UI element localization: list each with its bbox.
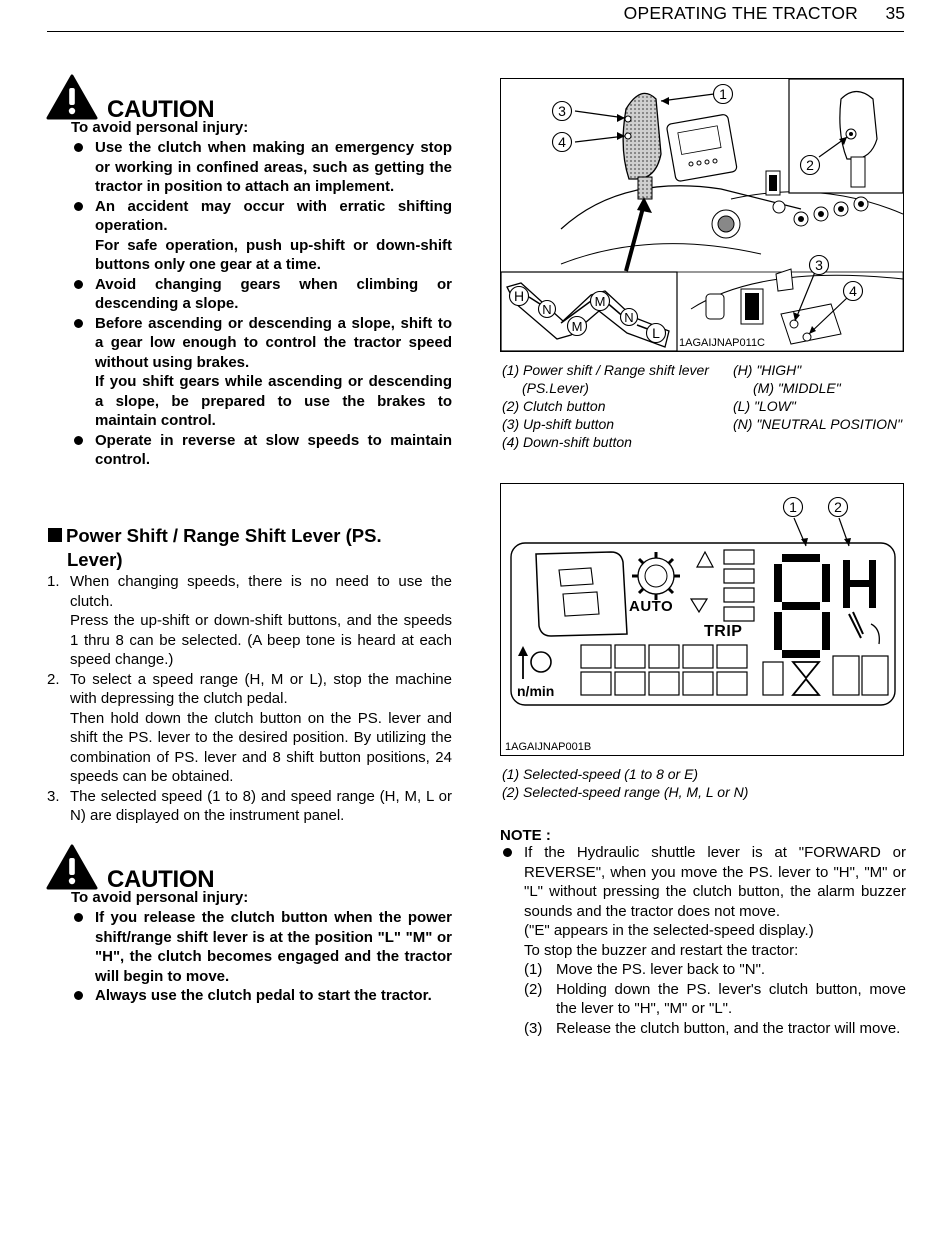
callout-1 <box>712 83 734 105</box>
caution-bullet: An accident may occur with erratic shifting operation. For safe operation, push up-shift or down-shift buttons only one gear at a time. <box>71 197 452 275</box>
caution-list <box>71 138 452 470</box>
svg-text:1: 1 <box>789 499 797 515</box>
gate-letter <box>619 307 639 327</box>
gate-letter <box>566 315 588 337</box>
display-figure-caption: (1) Selected-speed (1 to 8 or E) (2) Selected-speed range (H, M, L or N) <box>502 766 749 800</box>
callout-4 <box>551 131 573 153</box>
caution-bullet: Avoid changing gears when climbing or descending a slope. <box>71 275 452 314</box>
svg-text:3: 3 <box>815 257 823 273</box>
callout-3 <box>808 254 830 276</box>
caution-subheading: To avoid personal injury: <box>71 889 249 906</box>
caution-heading: CAUTION <box>107 96 215 123</box>
trip-label: TRIP <box>704 623 743 640</box>
gate-letter <box>508 285 530 307</box>
instruction-list <box>47 572 452 826</box>
instrument-display-illustration <box>501 484 903 755</box>
note-step: (3) Release the clutch button, and the tractor will move. <box>524 1019 901 1037</box>
svg-text:2: 2 <box>834 499 842 515</box>
caution-bullet: Use the clutch when making an emergency stop or working in confined areas, such as getting the tractor in position to attach an implement. <box>71 138 452 197</box>
svg-text:3: 3 <box>558 103 566 119</box>
note-list <box>500 843 906 1038</box>
page-number: 35 <box>885 3 905 23</box>
callout-2 <box>799 154 821 176</box>
instruction-step: 3. The selected speed (1 to 8) and speed range (H, M, L or N) are displayed on the instrument panel. <box>47 787 452 824</box>
note-step: (1) Move the PS. lever back to "N". <box>524 961 766 978</box>
note-title: NOTE : <box>500 827 551 844</box>
warning-triangle-icon <box>46 844 98 890</box>
figure-code: 1AGAIJNAP001B <box>505 741 592 753</box>
caution-bullet: Before ascending or descending a slope, shift to a gear low enough to control the tractor speed without using brakes. If you shift gears while ascending or descending a slope, be prepared to use the brakes to maintain control. <box>71 314 452 431</box>
header-rule <box>47 31 904 32</box>
svg-text:4: 4 <box>558 134 566 150</box>
note-bullet: If the Hydraulic shuttle lever is at "FORWARD or REVERSE", when you move the PS. lever to "H", "M" or "L" without pressing the clutch button, the alarm buzzer sounds and the tractor does not move. ("E" appears in the selected-speed display.) To stop the buzzer and restart the tractor: (1) Move the PS. lever back to "N". (2) Holding down the PS. lever's clutch button, move the lever to "H", "M" or "L". (3) Release the clutch button, and the tractor will move. <box>500 843 906 1038</box>
warning-triangle-icon <box>46 74 98 120</box>
svg-text:4: 4 <box>849 283 857 299</box>
instruction-step: 1. When changing speeds, there is no need to use the clutch. Press the up-shift or down-shift buttons, and the speeds 1 thru 8 can be selected. (A beep tone is heard at each speed change.) <box>47 573 452 668</box>
svg-text:L: L <box>652 325 660 341</box>
section-heading: Power Shift / Range Shift Lever (PS. Lever) <box>48 524 448 572</box>
square-bullet-icon <box>48 528 62 542</box>
lever-figure-caption: (1) Power shift / Range shift lever (H) "HIGH" (PS.Lever) (M) "MIDDLE" (2) Clutch button (L) "LOW" (3) Up-shift button (N) "NEUTRAL POSITION" (4) Down-shift button <box>502 362 903 450</box>
gate-letter <box>645 322 667 344</box>
callout-3 <box>551 100 573 122</box>
rpm-label: n/min <box>517 683 555 699</box>
svg-text:N: N <box>542 302 552 317</box>
caution-bullet: Always use the clutch pedal to start the tractor. <box>71 986 452 1006</box>
figure-code: 1AGAIJNAP011C <box>679 337 766 349</box>
note-step: (2) Holding down the PS. lever's clutch button, move the lever to "H", "M" or "L". <box>524 980 906 1017</box>
lever-figure <box>500 78 904 352</box>
svg-text:1: 1 <box>719 86 727 102</box>
callout-1 <box>782 496 804 518</box>
caution-bullet: Operate in reverse at slow speeds to maintain control. <box>71 431 452 470</box>
callout-4 <box>842 280 864 302</box>
gate-letter <box>537 299 557 319</box>
svg-text:2: 2 <box>806 157 814 173</box>
caution-heading: CAUTION <box>107 866 215 893</box>
caution-subheading: To avoid personal injury: <box>71 119 249 136</box>
svg-text:H: H <box>513 288 525 304</box>
auto-label: AUTO <box>629 598 674 615</box>
caution-bullet: If you release the clutch button when the power shift/range shift lever is at the position "L" "M" or "H", the clutch becomes engaged and the tractor will begin to move. <box>71 908 452 986</box>
note-steps <box>524 960 906 1038</box>
instruction-step: 2. To select a speed range (H, M or L), stop the machine with depressing the clutch pedal. Then hold down the clutch button on the PS. lever and shift the PS. lever to the desired position. By utilizing the combination of PS. lever and 8 shift button positions, 24 speeds can be obtained. <box>47 670 452 785</box>
svg-text:M: M <box>594 294 606 309</box>
gate-letter <box>589 290 611 312</box>
caution-list <box>71 908 452 1006</box>
page-header-title: OPERATING THE TRACTOR <box>623 3 858 23</box>
display-figure <box>500 483 904 756</box>
svg-text:N: N <box>624 310 634 325</box>
svg-text:M: M <box>571 319 583 334</box>
callout-2 <box>827 496 849 518</box>
